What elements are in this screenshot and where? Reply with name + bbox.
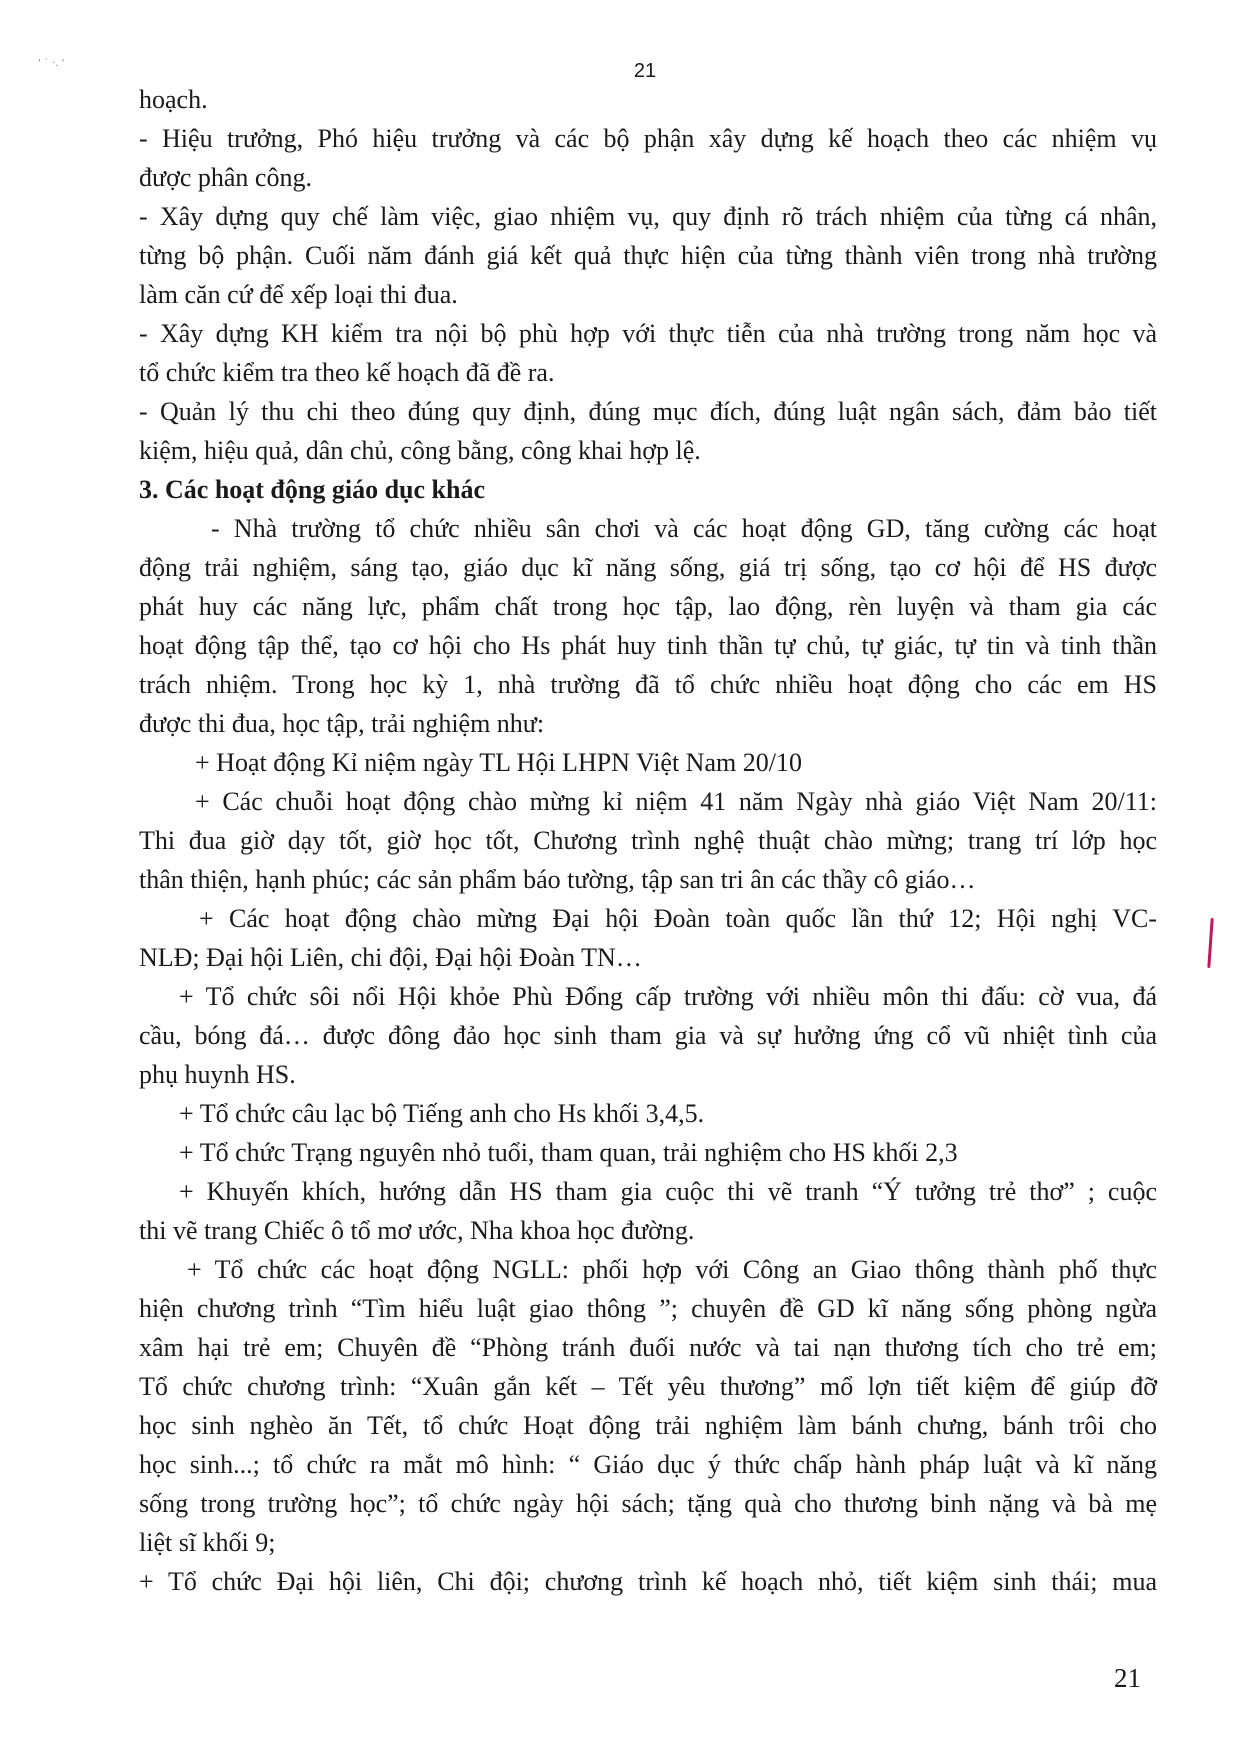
section-heading: 3. Các hoạt động giáo dục khác: [139, 475, 485, 504]
text-line: - Quản lý thu chi theo đúng quy định, đúng mục đích, đúng luật ngân sách, đảm bảo tiết: [139, 397, 1157, 426]
text-line: - Hiệu trưởng, Phó hiệu trưởng và các bộ phận xây dựng kế hoạch theo các nhiệm vụ: [139, 124, 1157, 153]
bullet-line: + Tổ chức câu lạc bộ Tiếng anh cho Hs khối 3,4,5.: [179, 1099, 705, 1128]
bullet-line: + Các chuỗi hoạt động chào mừng kỉ niệm 41 năm Ngày nhà giáo Việt Nam 20/11:: [195, 787, 1157, 816]
bullet-line: + Tổ chức sôi nổi Hội khỏe Phù Đổng cấp trường với nhiều môn thi đấu: cờ vua, đá: [179, 982, 1157, 1011]
bullet-line: + Tổ chức Trạng nguyên nhỏ tuổi, tham quan, trải nghiệm cho HS khối 2,3: [179, 1138, 958, 1167]
scan-specks: ' ˙ ·. ': [38, 58, 65, 69]
text-line: Tổ chức chương trình: “Xuân gắn kết – Tết yêu thương” mổ lợn tiết kiệm để giúp đỡ: [139, 1372, 1157, 1401]
text-line: sống trong trường học”; tổ chức ngày hội sách; tặng quà cho thương binh nặng và bà mẹ: [139, 1489, 1157, 1518]
text-line: hiện chương trình “Tìm hiểu luật giao thông ”; chuyên đề GD kĩ năng sống phòng ngừa: [139, 1294, 1157, 1323]
text-line: thi vẽ trang Chiếc ô tổ mơ ước, Nha khoa học đường.: [139, 1216, 695, 1245]
text-line: kiệm, hiệu quả, dân chủ, công bằng, công khai hợp lệ.: [139, 436, 701, 465]
text-line: xâm hại trẻ em; Chuyên đề “Phòng tránh đuối nước và tai nạn thương tích cho trẻ em;: [139, 1333, 1157, 1362]
text-line: - Xây dựng quy chế làm việc, giao nhiệm vụ, quy định rõ trách nhiệm của từng cá nhân,: [139, 202, 1157, 231]
text-line: - Nhà trường tổ chức nhiều sân chơi và các hoạt động GD, tăng cường các hoạt: [211, 514, 1157, 543]
text-line: - Xây dựng KH kiểm tra nội bộ phù hợp với thực tiễn của nhà trường trong năm học và: [139, 319, 1157, 348]
text-line: cầu, bóng đá… được đông đảo học sinh tham gia và sự hưởng ứng cổ vũ nhiệt tình của: [139, 1021, 1157, 1050]
bullet-line: + Tổ chức Đại hội liên, Chi đội; chương trình kế hoạch nhỏ, tiết kiệm sinh thái; mua: [139, 1567, 1157, 1596]
text-line: được phân công.: [139, 163, 312, 192]
text-line: hoạt động tập thể, tạo cơ hội cho Hs phát huy tinh thần tự chủ, tự giác, tự tin và tinh thần: [139, 631, 1157, 660]
text-line: liệt sĩ khối 9;: [139, 1528, 276, 1557]
pen-mark: [1207, 918, 1213, 968]
text-line: phát huy các năng lực, phẩm chất trong học tập, lao động, rèn luyện và tham gia các: [139, 592, 1157, 621]
document-body: [139, 80, 1157, 1601]
text-line: phụ huynh HS.: [139, 1060, 296, 1089]
text-line: NLĐ; Đại hội Liên, chi đội, Đại hội Đoàn TN…: [139, 943, 642, 972]
bullet-line: + Khuyến khích, hướng dẫn HS tham gia cuộc thi vẽ tranh “Ý tưởng trẻ thơ” ; cuộc: [179, 1177, 1157, 1206]
page-number-bottom: 21: [1114, 1663, 1141, 1693]
text-line: từng bộ phận. Cuối năm đánh giá kết quả thực hiện của từng thành viên trong nhà trường: [139, 241, 1157, 270]
bullet-line: + Các hoạt động chào mừng Đại hội Đoàn toàn quốc lần thứ 12; Hội nghị VC-: [199, 904, 1157, 933]
text-line: tổ chức kiểm tra theo kế hoạch đã đề ra.: [139, 358, 555, 387]
text-line: hoạch.: [139, 85, 208, 114]
text-line: Thi đua giờ dạy tốt, giờ học tốt, Chương trình nghệ thuật chào mừng; trang trí lớp học: [139, 826, 1157, 855]
text-line: trách nhiệm. Trong học kỳ 1, nhà trường đã tổ chức nhiều hoạt động cho các em HS: [139, 670, 1157, 699]
page-number-top: 21: [633, 60, 657, 82]
text-line: học sinh...; tổ chức ra mắt mô hình: “ Giáo dục ý thức chấp hành pháp luật và kĩ năng: [139, 1450, 1157, 1479]
bullet-line: + Hoạt động Kỉ niệm ngày TL Hội LHPN Việt Nam 20/10: [195, 748, 802, 777]
bullet-line: + Tổ chức các hoạt động NGLL: phối hợp với Công an Giao thông thành phố thực: [187, 1255, 1157, 1284]
text-line: thân thiện, hạnh phúc; các sản phẩm báo tường, tập san tri ân các thầy cô giáo…: [139, 865, 976, 894]
text-line: được thi đua, học tập, trải nghiệm như:: [139, 709, 545, 738]
text-line: làm căn cứ để xếp loại thi đua.: [139, 280, 458, 309]
text-line: học sinh nghèo ăn Tết, tổ chức Hoạt động trải nghiệm làm bánh chưng, bánh trôi cho: [139, 1411, 1157, 1440]
text-line: động trải nghiệm, sáng tạo, giáo dục kĩ năng sống, giá trị sống, tạo cơ hội để HS được: [139, 553, 1157, 582]
